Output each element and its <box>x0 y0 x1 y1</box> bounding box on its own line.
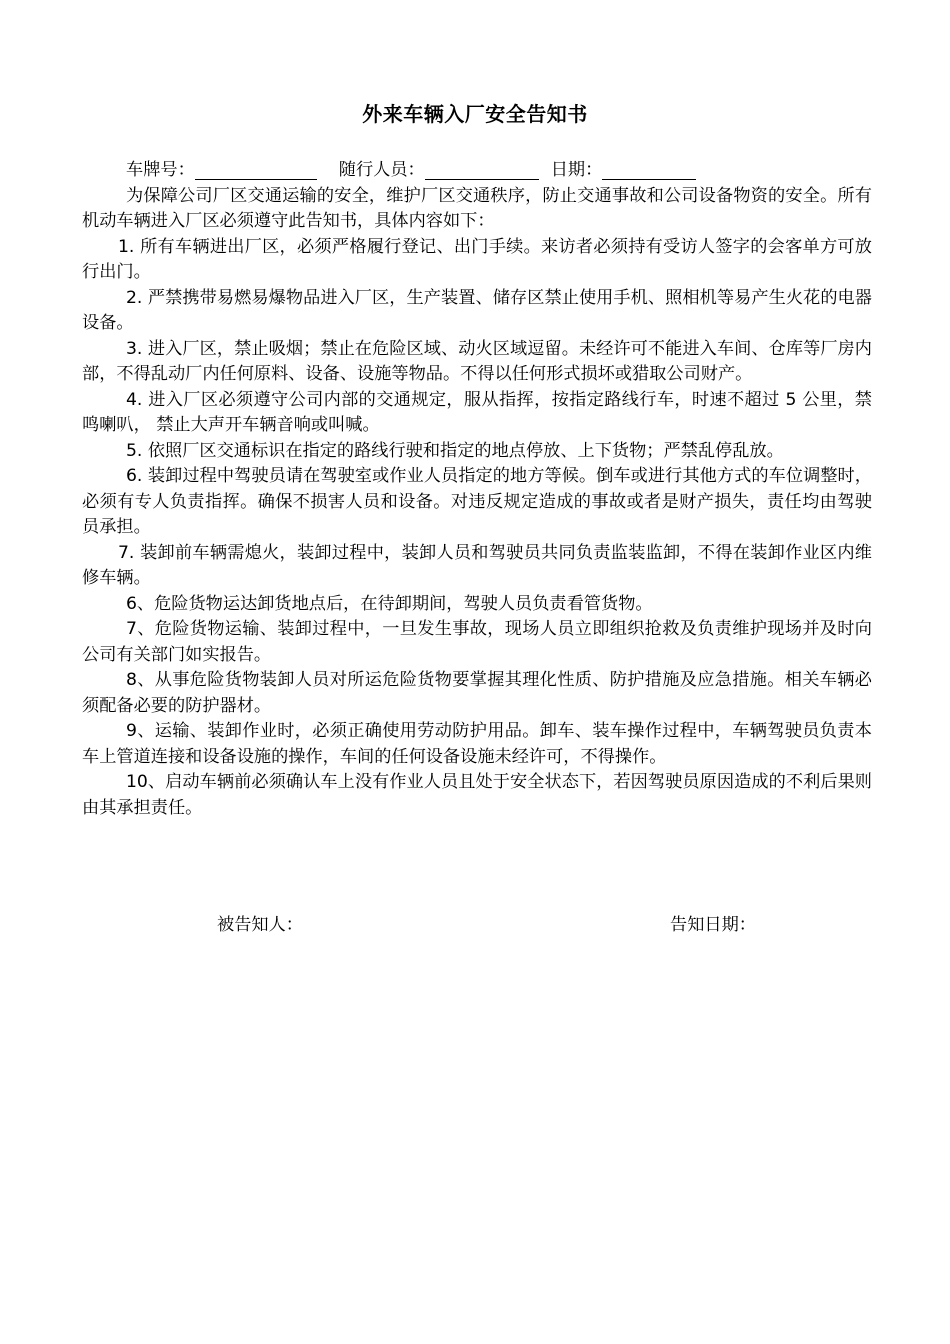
rule-item: 6、危险货物运达卸货地点后，在待卸期间，驾驶人员负责看管货物。 <box>126 593 653 614</box>
rule-item: 7、危险货物运输、装卸过程中，一旦发生事故，现场人员立即组织抢救及负责维护现场并及时向公司有关部门如实报告。 <box>82 619 872 665</box>
rule-item: 4. 进入厂区必须遵守公司内部的交通规定，服从指挥，按指定路线行车，时速不超过 5 公里，禁鸣喇叭， 禁止大声开车辆音响或叫喊。 <box>82 389 872 435</box>
rule-item: 1. 所有车辆进出厂区，必须严格履行登记、出门手续。来访者必须持有受访人签字的会客单方可放行出门。 <box>82 236 872 282</box>
date-field <box>551 158 697 184</box>
plate-label: 车牌号： <box>126 160 195 180</box>
plate-field <box>126 158 339 184</box>
notify-date-label: 告知日期： <box>670 915 756 935</box>
date-label: 日期： <box>550 160 603 180</box>
companion-label: 随行人员： <box>338 160 425 180</box>
document-title: 外来车辆入厂安全告知书 <box>362 102 588 126</box>
rule-item: 6. 装卸过程中驾驶员请在驾驶室或作业人员指定的地方等候。倒车或进行其他方式的车位调整时，必须有专人负责指挥。确保不损害人员和设备。对违反规定造成的事故或者是财产损失，责任均由驾驶员承担。 <box>82 466 872 537</box>
companion-field <box>339 158 551 184</box>
date-blank-line <box>602 161 696 180</box>
rule-item: 8、从事危险货物装卸人员对所运危险货物要掌握其理化性质、防护措施及应急措施。相关车辆必须配备必要的防护器材。 <box>82 670 872 716</box>
companion-blank-line <box>425 161 539 180</box>
header-fields <box>82 158 872 184</box>
rule-item: 7. 装卸前车辆需熄火，装卸过程中，装卸人员和驾驶员共同负责监装监卸，不得在装卸作业区内维修车辆。 <box>82 542 872 588</box>
notified-person-label: 被告知人： <box>217 915 303 935</box>
rule-item: 3. 进入厂区，禁止吸烟；禁止在危险区域、动火区域逗留。未经许可不能进入车间、仓库等厂房内部，不得乱动厂内任何原料、设备、设施等物品。不得以任何形式损坏或猎取公司财产。 <box>82 338 872 384</box>
document-body <box>82 158 872 821</box>
rule-item: 2. 严禁携带易燃易爆物品进入厂区，生产装置、储存区禁止使用手机、照相机等易产生火花的电器设备。 <box>82 287 872 333</box>
rule-item: 5. 依照厂区交通标识在指定的路线行驶和指定的地点停放、上下货物；严禁乱停乱放。 <box>126 440 784 461</box>
rule-item: 10、启动车辆前必须确认车上没有作业人员且处于安全状态下，若因驾驶员原因造成的不利后果则由其承担责任。 <box>82 772 872 818</box>
rule-item: 9、运输、装卸作业时，必须正确使用劳动防护用品。卸车、装车操作过程中，车辆驾驶员负责本车上管道连接和设备设施的操作，车间的任何设备设施未经许可，不得操作。 <box>82 721 872 767</box>
plate-blank-line <box>195 161 317 180</box>
intro-paragraph: 为保障公司厂区交通运输的安全，维护厂区交通秩序，防止交通事故和公司设备物资的安全。所有机动车辆进入厂区必须遵守此告知书，具体内容如下： <box>82 185 872 231</box>
